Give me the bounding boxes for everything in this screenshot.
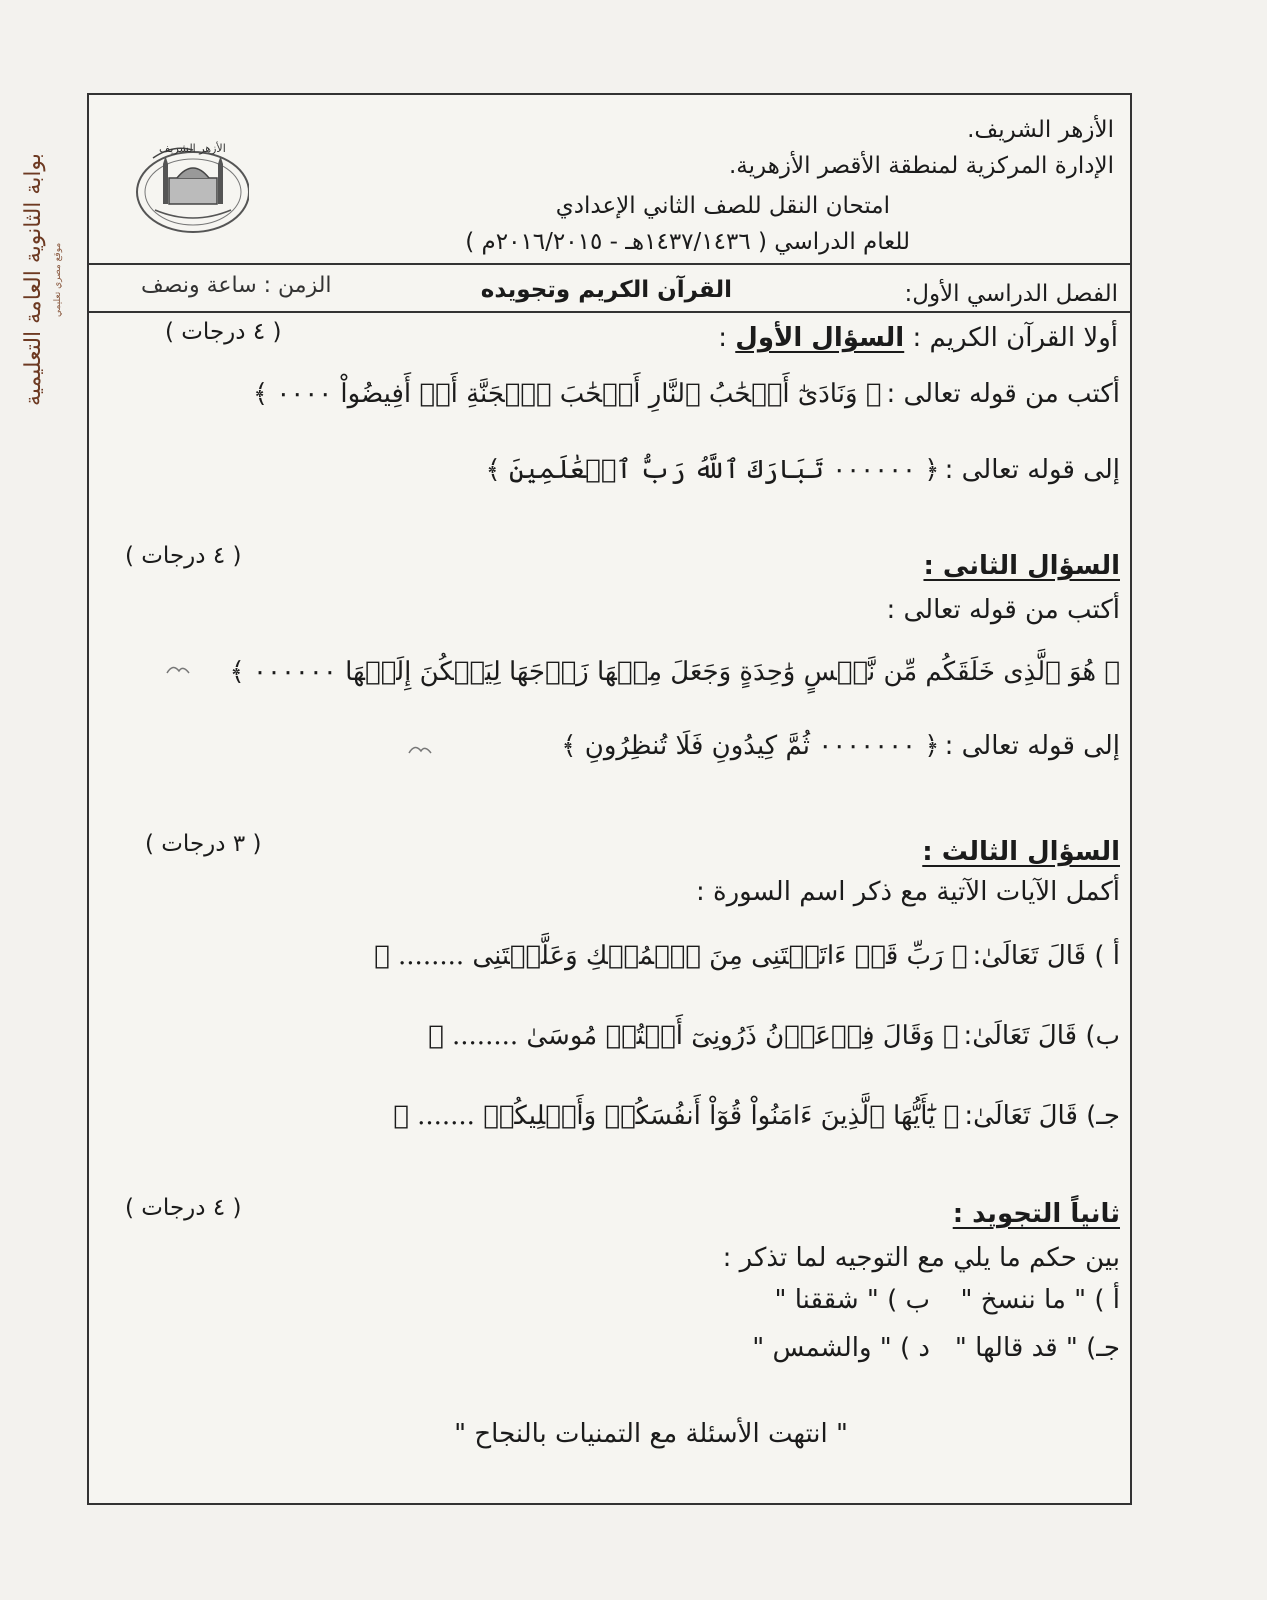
q2-marks: ( ٤ درجات ) bbox=[125, 543, 242, 569]
subject-label: القرآن الكريم وتجويده bbox=[480, 277, 732, 303]
q2-to-label: إلى قوله تعالى : bbox=[944, 731, 1120, 761]
verse-end-sign-icon bbox=[407, 741, 433, 757]
tajweed-marks: ( ٤ درجات ) bbox=[125, 1195, 242, 1221]
q1-heading bbox=[718, 323, 1118, 353]
q1-title: السؤال الأول bbox=[735, 323, 905, 353]
azhar-logo bbox=[133, 140, 249, 235]
q2-from-verse: ﴿ هُوَ ٱلَّذِى خَلَقَكُم مِّن نَّفۡسٍ وَٰحِدَةٍ وَجَعَلَ مِنۡهَا زَوۡجَهَا لِيَسۡكُنَ إِلَيۡهَا ٠٠٠٠٠٠ ﴾ bbox=[229, 657, 1120, 687]
q3-item-b-label: ب) قَالَ تَعَالَىٰ: bbox=[963, 1021, 1120, 1051]
watermark-site: موقع مصري تعليمي bbox=[53, 242, 63, 318]
q1-section: أولا القرآن الكريم : bbox=[912, 323, 1118, 353]
q1-marks: ( ٤ درجات ) bbox=[165, 319, 282, 345]
divider-top bbox=[89, 263, 1130, 265]
q3-item-c-label: جـ) قَالَ تَعَالَىٰ: bbox=[964, 1101, 1120, 1131]
q3-title: السؤال الثالث : bbox=[922, 837, 1120, 867]
q1-from-row bbox=[253, 379, 1120, 409]
sajda-sign-icon bbox=[165, 661, 191, 677]
q2-from-label: أكتب من قوله تعالى : bbox=[886, 595, 1120, 625]
q1-to-verse: ﴿ ٠٠٠٠٠٠ تَبَارَكَ ٱللَّهُ رَبُّ ٱلۡعَٰلَمِينَ ﴾ bbox=[485, 455, 940, 485]
tajweed-item-d: د ) " والشمس " bbox=[752, 1333, 930, 1363]
tajweed-item-c: جـ) " قد قالها " bbox=[954, 1333, 1120, 1363]
q1-to-label: إلى قوله تعالى : bbox=[944, 455, 1120, 485]
closing-note: " انتهت الأسئلة مع التمنيات بالنجاح " bbox=[454, 1419, 848, 1449]
q2-title: السؤال الثانى : bbox=[923, 551, 1120, 581]
q3-item-c bbox=[393, 1101, 1120, 1131]
term-label: الفصل الدراسي الأول: bbox=[904, 281, 1118, 307]
header-line-1: الأزهر الشريف. bbox=[967, 117, 1114, 143]
header-line-4: للعام الدراسي ( ١٤٣٧/١٤٣٦هـ - ٢٠١٦/٢٠١٥م ) bbox=[465, 229, 910, 255]
tajweed-item-b: ب ) " شققنا " bbox=[774, 1285, 930, 1315]
q3-marks: ( ٣ درجات ) bbox=[145, 831, 262, 857]
q3-instruction: أكمل الآيات الآتية مع ذكر اسم السورة : bbox=[695, 877, 1120, 907]
q3-item-b-verse: ﴿ وَقَالَ فِرۡعَوۡنُ ذَرُونِىٓ أَقۡتُلۡ مُوسَىٰ ........ ﴾ bbox=[428, 1021, 959, 1051]
q3-item-a bbox=[374, 941, 1120, 971]
q3-item-a-label: أ ) قَالَ تَعَالَىٰ: bbox=[972, 941, 1120, 971]
q1-colon: : bbox=[718, 323, 727, 353]
q3-item-c-verse: ﴿ يَٰٓأَيُّهَا ٱلَّذِينَ ءَامَنُواْ قُوٓاْ أَنفُسَكُمۡ وَأَهۡلِيكُمۡ ....... ﴾ bbox=[393, 1101, 960, 1131]
q1-to-row bbox=[485, 455, 1120, 485]
header-line-2: الإدارة المركزية لمنطقة الأقصر الأزهرية. bbox=[729, 153, 1114, 179]
logo-caption: الأزهر الشريف bbox=[159, 142, 226, 155]
q1-from-label: أكتب من قوله تعالى : bbox=[886, 379, 1120, 409]
time-label: الزمن : ساعة ونصف bbox=[141, 273, 332, 298]
q2-to-verse: ﴿ ٠٠٠٠٠٠٠ ثُمَّ كِيدُونِ فَلَا تُنظِرُونِ ﴾ bbox=[561, 731, 940, 761]
exam-paper bbox=[87, 93, 1132, 1505]
tajweed-item-a: أ ) " ما ننسخ " bbox=[960, 1285, 1120, 1315]
tajweed-instruction: بين حكم ما يلي مع التوجيه لما تذكر : bbox=[722, 1243, 1120, 1273]
q3-item-a-verse: ﴿ رَبِّ قَدۡ ءَاتَيۡتَنِى مِنَ ٱلۡمُلۡكِ وَعَلَّمۡتَنِى ........ ﴾ bbox=[374, 941, 968, 971]
side-watermark bbox=[22, 150, 72, 410]
header-line-3: امتحان النقل للصف الثاني الإعدادي bbox=[555, 193, 890, 219]
watermark-brand: بوابة الثانوية العامة التعليمية bbox=[21, 153, 46, 407]
divider-subject bbox=[89, 311, 1130, 313]
q1-from-verse: ﴿ وَنَادَىٰٓ أَصۡحَٰبُ ٱلنَّارِ أَصۡحَٰبَ ٱلۡجَنَّةِ أَنۡ أَفِيضُواْ ٠٠٠٠ ﴾ bbox=[252, 379, 882, 409]
tajweed-title: ثانياً التجويد : bbox=[952, 1199, 1120, 1229]
q2-to-row bbox=[561, 731, 1120, 761]
q3-item-b bbox=[428, 1021, 1120, 1051]
